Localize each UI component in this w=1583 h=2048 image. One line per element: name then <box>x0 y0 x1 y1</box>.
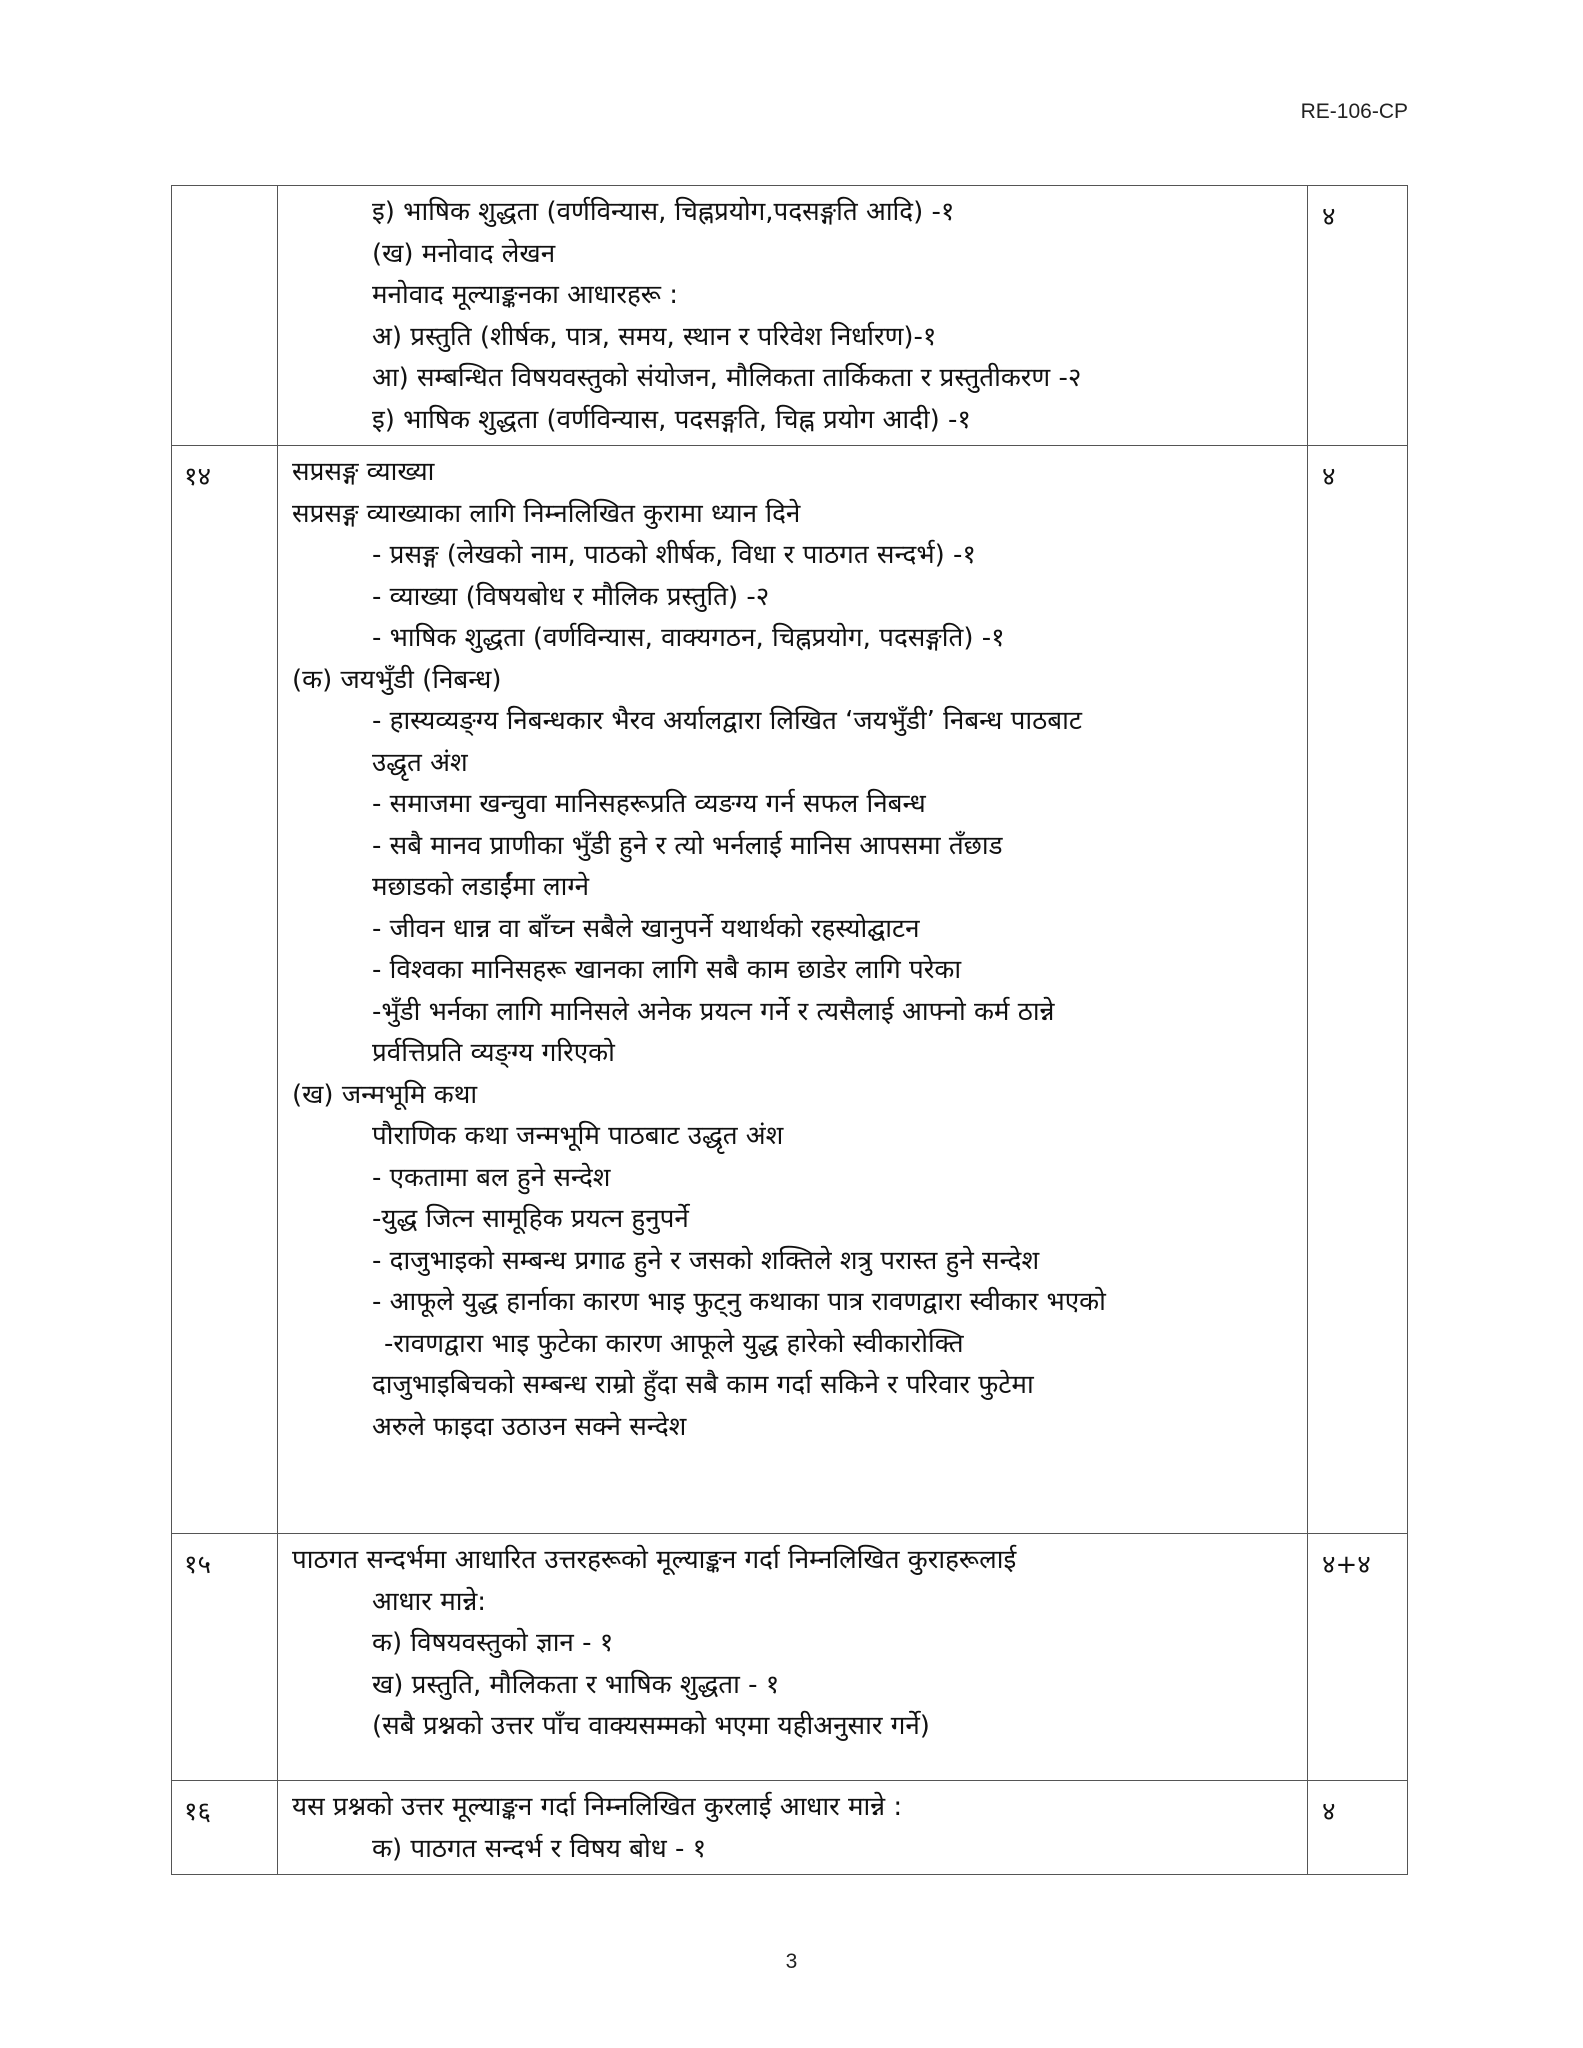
content-line: आधार मान्ने: <box>372 1586 487 1617</box>
content-line: क) पाठगत सन्दर्भ र विषय बोध - १ <box>372 1833 707 1864</box>
content-line: सप्रसङ्ग व्याख्या <box>292 457 435 487</box>
content-line: प्रर्वत्तिप्रति व्यङ्ग्य गरिएको <box>372 1038 615 1068</box>
table-row <box>172 1534 1408 1781</box>
question-content <box>278 1781 1308 1875</box>
table-row <box>172 186 1408 446</box>
content-line: अरुले फाइदा उठाउन सक्ने सन्देश <box>372 1411 687 1442</box>
content-line: - एकतामा बल हुने सन्देश <box>372 1162 611 1193</box>
content-line: सप्रसङ्ग व्याख्याका लागि निम्नलिखित कुरामा ध्यान दिने <box>292 498 801 529</box>
content-line: आ) सम्बन्धित विषयवस्तुको संयोजन, मौलिकता तार्किकता र प्रस्तुतीकरण -२ <box>372 363 1082 393</box>
question-content <box>278 186 1308 446</box>
content-line: -भुँडी भर्नका लागि मानिसले अनेक प्रयत्न गर्ने र त्यसैलाई आफ्नो कर्म ठान्ने <box>372 996 1055 1027</box>
content-line: - समाजमा खन्चुवा मानिसहरूप्रति व्यङग्य गर्न सफल निबन्ध <box>372 789 926 819</box>
content-line: अ) प्रस्तुति (शीर्षक, पात्र, समय, स्थान र परिवेश निर्धारण)-१ <box>372 321 937 352</box>
content-line: - जीवन धान्न वा बाँच्न सबैले खानुपर्ने यथार्थको रहस्योद्घाटन <box>372 913 920 944</box>
table-row <box>172 1781 1408 1875</box>
content-line: दाजुभाइबिचको सम्बन्ध राम्रो हुँदा सबै काम गर्दा सकिने र परिवार फुटेमा <box>372 1370 1034 1400</box>
question-content <box>278 1534 1308 1781</box>
question-marks: ४ <box>1308 186 1408 446</box>
question-marks: ४ <box>1308 1781 1408 1875</box>
content-line: - सबै मानव प्राणीका भुँडी हुने र त्यो भर्नलाई मानिस आपसमा तँछाड <box>372 830 1003 861</box>
content-line: पाठगत सन्दर्भमा आधारित उत्तरहरूको मूल्याङ्कन गर्दा निम्नलिखित कुराहरूलाई <box>292 1545 1017 1575</box>
content-line: (ख) मनोवाद लेखन <box>372 238 556 269</box>
content-line: -रावणद्वारा भाइ फुटेका कारण आफूले युद्ध हारेको स्वीकारोक्ति <box>384 1328 964 1359</box>
content-line: मछाडको लडाईंमा लाग्ने <box>372 872 590 902</box>
content-line: - हास्यव्यङ्ग्य निबन्धकार भैरव अर्यालद्वारा लिखित ‘जयभुँडी’ निबन्ध पाठबाट <box>372 706 1082 736</box>
content-line: - विश्वका मानिसहरू खानका लागि सबै काम छाडेर लागि परेका <box>372 955 962 985</box>
document-code: RE-106-CP <box>1300 100 1408 123</box>
marking-scheme-table <box>171 185 1408 1875</box>
content-line: - दाजुभाइको सम्बन्ध प्रगाढ हुने र जसको शक्तिले शत्रु परास्त हुने सन्देश <box>372 1245 1040 1276</box>
table-row <box>172 446 1408 1534</box>
question-content <box>278 446 1308 1534</box>
question-number: १६ <box>172 1781 278 1875</box>
content-line: इ) भाषिक शुद्धता (वर्णविन्यास, चिह्नप्रयोग,पदसङ्गति आदि) -१ <box>372 197 955 227</box>
content-line: यस प्रश्नको उत्तर मूल्याङ्कन गर्दा निम्नलिखित कुरलाई आधार मान्ने : <box>292 1792 903 1822</box>
content-line: - भाषिक शुद्धता (वर्णविन्यास, वाक्यगठन, चिह्नप्रयोग, पदसङ्गति) -१ <box>372 623 1005 653</box>
content-line: (ख) जन्मभूमि कथा <box>292 1079 478 1110</box>
content-line: उद्धृत अंश <box>372 747 468 778</box>
content-line: क) विषयवस्तुको ज्ञान - १ <box>372 1628 614 1658</box>
content-line: - आफूले युद्ध हार्नाका कारण भाइ फुट्नु कथाका पात्र रावणद्वारा स्वीकार भएको <box>372 1287 1106 1317</box>
page-number: 3 <box>785 1950 798 1973</box>
question-number <box>172 186 278 446</box>
content-line: - प्रसङ्ग (लेखको नाम, पाठको शीर्षक, विधा र पाठगत सन्दर्भ) -१ <box>372 540 976 570</box>
question-number: १४ <box>172 446 278 1534</box>
content-line: -युद्ध जित्न सामूहिक प्रयत्न हुनुपर्ने <box>372 1204 689 1234</box>
content-line: मनोवाद मूल्याङ्कनका आधारहरू : <box>372 280 679 310</box>
content-line: पौराणिक कथा जन्मभूमि पाठबाट उद्धृत अंश <box>372 1121 784 1151</box>
content-line: (सबै प्रश्नको उत्तर पाँच वाक्यसम्मको भएमा यहीअनुसार गर्ने) <box>372 1711 930 1741</box>
content-line: ख) प्रस्तुति, मौलिकता र भाषिक शुद्धता - १ <box>372 1669 780 1700</box>
content-line: (क) जयभुँडी (निबन्ध) <box>292 664 502 695</box>
question-number: १५ <box>172 1534 278 1781</box>
question-marks: ४ <box>1308 446 1408 1534</box>
content-line: इ) भाषिक शुद्धता (वर्णविन्यास, पदसङ्गति, चिह्न प्रयोग आदी) -१ <box>372 404 971 435</box>
question-marks: ४+४ <box>1308 1534 1408 1781</box>
content-line: - व्याख्या (विषयबोध र मौलिक प्रस्तुति) -२ <box>372 581 770 612</box>
